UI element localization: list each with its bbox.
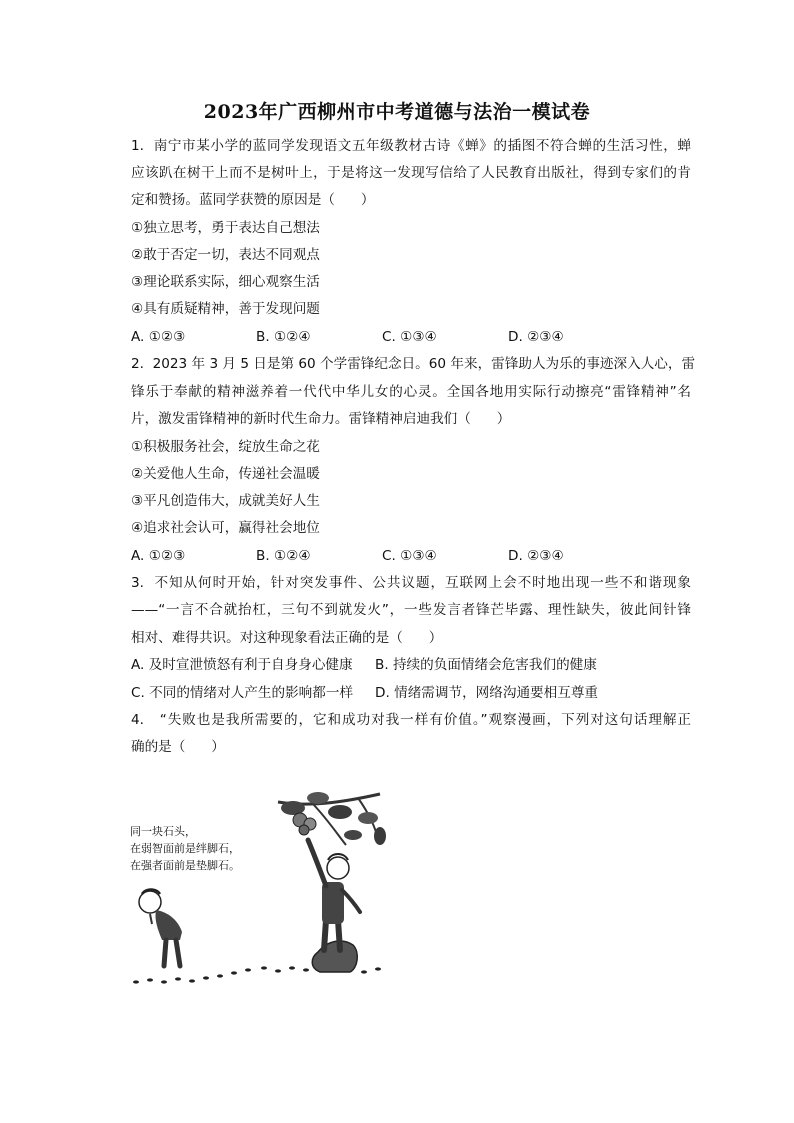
q3-option-a[interactable]: A. 及时宣泄愤怒有利于自身身心健康	[131, 657, 353, 673]
q2-option-c[interactable]: C. ①③④	[382, 548, 437, 564]
q1-option-a[interactable]: A. ①②③	[131, 329, 186, 345]
q3-stem-line-3: 相对、难得共识。对这种现象看法正确的是（ ）	[131, 630, 443, 646]
q3-option-d[interactable]: D. 情绪需调节，网络沟通要相互尊重	[375, 685, 599, 701]
cartoon-caption-line-3: 在强者面前是垫脚石。	[130, 859, 240, 872]
q2-stem-line-2: 锋乐于奉献的精神滋养着一代代中华儿女的心灵。全国各地用实际行动擦亮“雷锋精神”名	[131, 384, 691, 400]
q2-stem-line-3: 片，激发雷锋精神的新时代生命力。雷锋精神启迪我们（ ）	[131, 411, 511, 427]
page-title: 2023年广西柳州市中考道德与法治一模试卷	[203, 101, 591, 123]
q2-stem-line-1: 2. 2023 年 3 月 5 日是第 60 个学雷锋纪念日。60 年来，雷锋助人为乐的事迹深入人心，雷	[131, 356, 696, 372]
q1-statement-2: ②敢于否定一切，表达不同观点	[131, 247, 320, 263]
cartoon-caption-line-1: 同一块石头，	[130, 825, 196, 838]
q3-stem-line-2: ——“一言不合就抬杠，三句不到就发火”，一些发言者锋芒毕露、理性缺失，彼此间针锋	[131, 602, 691, 618]
strong-man-figure	[308, 840, 360, 972]
q4-stem-line-1: 4. “失败也是我所需要的，它和成功对我一样有价值。”观察漫画，下列对这句话理解正	[131, 712, 691, 728]
q1-statement-4: ④具有质疑精神，善于发现问题	[131, 301, 320, 317]
weak-man-figure	[139, 890, 182, 967]
q2-option-a[interactable]: A. ①②③	[131, 548, 186, 564]
q1-stem-line-2: 应该趴在树干上而不是树叶上，于是将这一发现写信给了人民教育出版社，得到专家们的肯	[131, 165, 691, 181]
q3-option-b[interactable]: B. 持续的负面情绪会危害我们的健康	[375, 657, 597, 673]
q1-option-c[interactable]: C. ①③④	[382, 329, 437, 345]
q3-stem-line-1: 3. 不知从何时开始，针对突发事件、公共议题，互联网上会不时地出现一些不和谐现象	[131, 575, 691, 591]
q3-option-c[interactable]: C. 不同的情绪对人产生的影响都一样	[131, 685, 354, 701]
tree-branch-icon	[278, 792, 386, 845]
q1-stem-line-3: 定和赞扬。蓝同学获赞的原因是（ ）	[131, 192, 375, 208]
q1-stem-line-1: 1. 南宁市某小学的蓝同学发现语文五年级教材古诗《蝉》的插图不符合蝉的生活习性，蝉	[131, 138, 691, 154]
q1-option-b[interactable]: B. ①②④	[256, 329, 311, 345]
stone-cartoon-illustration	[128, 790, 388, 990]
q1-statement-3: ③理论联系实际，细心观察生活	[131, 274, 320, 290]
q2-statement-2: ②关爱他人生命，传递社会温暖	[131, 466, 320, 482]
cartoon-caption-line-2: 在弱智面前是绊脚石，	[130, 842, 240, 855]
q2-statement-3: ③平凡创造伟大，成就美好人生	[131, 493, 320, 509]
q2-option-d[interactable]: D. ②③④	[508, 548, 564, 564]
q2-statement-1: ①积极服务社会，绽放生命之花	[131, 439, 320, 455]
q1-option-d[interactable]: D. ②③④	[508, 329, 564, 345]
q4-stem-line-2: 确的是（ ）	[131, 739, 225, 755]
q2-option-b[interactable]: B. ①②④	[256, 548, 311, 564]
q1-statement-1: ①独立思考，勇于表达自己想法	[131, 220, 320, 236]
q2-statement-4: ④追求社会认可，赢得社会地位	[131, 520, 320, 536]
